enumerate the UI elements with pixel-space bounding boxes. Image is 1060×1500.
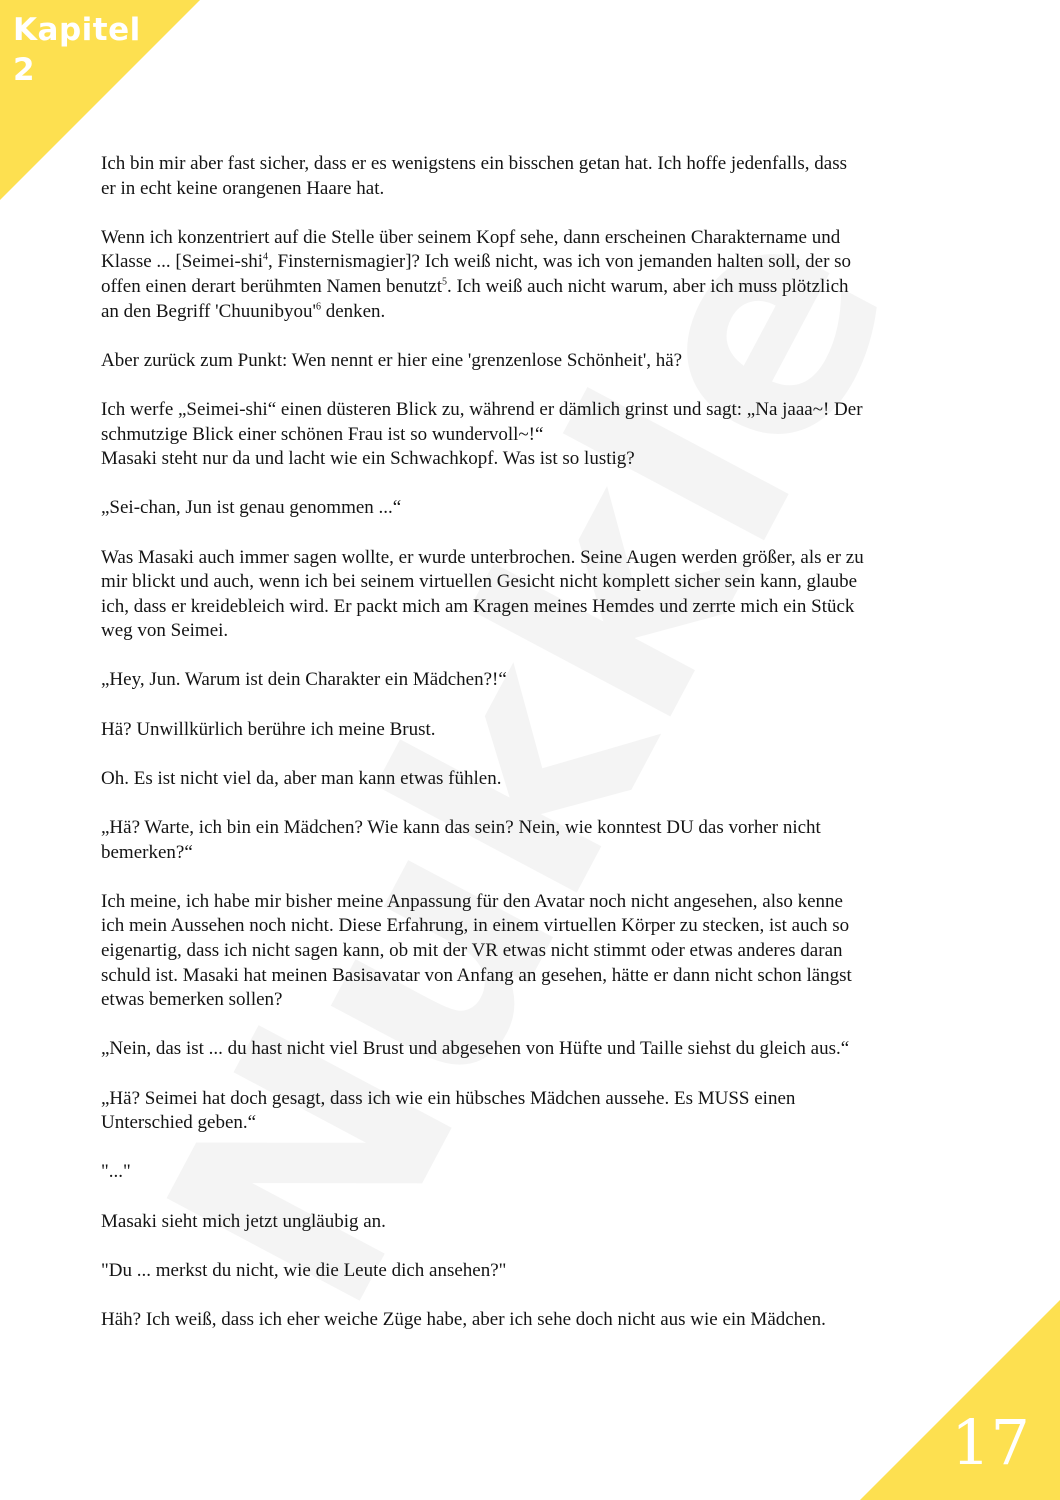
paragraph: „Hey, Jun. Warum ist dein Charakter ein Mädchen?!“ [101, 669, 507, 691]
paragraph: „Hä? Warte, ich bin ein Mädchen? Wie kann das sein? Nein, wie konntest DU das vorher nicht bemerken?“ [101, 817, 821, 863]
chapter-number: 2 [13, 52, 36, 88]
body-text [101, 152, 971, 1357]
page-number: 17 [951, 1406, 1030, 1479]
paragraph: Aber zurück zum Punkt: Wen nennt er hier eine 'grenzenlose Schönheit', hä? [101, 349, 683, 371]
paragraph: Oh. Es ist nicht viel da, aber man kann etwas fühlen. [101, 767, 502, 789]
paragraph: Ich werfe „Seimei-shi“ einen düsteren Blick zu, während er dämlich grinst und sagt: „Na jaaa~! Der schmutzige Blick einer schönen Frau ist so wundervoll~!“ Masaki steht nur da und lacht wie ein Schwachkopf. Was ist so lustig? [101, 398, 863, 470]
paragraph: Hä? Unwillkürlich berühre ich meine Brust. [101, 718, 436, 740]
paragraph: "Du ... merkst du nicht, wie die Leute dich ansehen?" [101, 1259, 507, 1281]
chapter-word: Kapitel [13, 12, 141, 48]
paragraph: „Nein, das ist ... du hast nicht viel Brust und abgesehen von Hüfte und Taille siehst du gleich aus.“ [101, 1038, 850, 1060]
chapter-label [13, 10, 141, 90]
footnote-ref[interactable]: 6 [315, 301, 321, 313]
paragraph: Ich bin mir aber fast sicher, dass er es wenigstens ein bisschen getan hat. Ich hoffe jedenfalls, dass er in echt keine orangenen Haare hat. [101, 153, 847, 199]
paragraph: Wenn ich konzentriert auf die Stelle über seinem Kopf sehe, dann erscheinen Charaktername und Klasse ... [Seimei-shi$^4$, Finsternismagier]? Ich weiß nicht, was ich von jemanden halten soll, der so offen einen derart berühmten Namen benutzt$^5$. Ich weiß auch nicht warum, aber ich muss plötzlich an den Begriff '$Chuunibyou'^6$ denken. [101, 226, 852, 322]
paragraph: "..." [101, 1161, 131, 1183]
footnote-ref[interactable]: 5 [441, 276, 447, 288]
paragraph: Häh? Ich weiß, dass ich eher weiche Züge habe, aber ich sehe doch nicht aus wie ein Mädchen. [101, 1308, 826, 1330]
footnote-ref[interactable]: 4 [263, 252, 269, 264]
paragraph: Ich meine, ich habe mir bisher meine Anpassung für den Avatar noch nicht angesehen, also kenne ich mein Aussehen noch nicht. Diese Erfahrung, in einem virtuellen Körper zu stecken, ist auch so eigenartig, dass ich nicht sagen kann, ob mit der VR etwas nicht stimmt oder etwas anderes daran schuld ist. Masaki hat meinen Basisavatar von Anfang an gesehen, hätte er dann nicht schon längst etwas bemerken sollen? [101, 890, 852, 1011]
paragraph: „Sei-chan, Jun ist genau genommen ...“ [101, 497, 402, 519]
paragraph: Masaki sieht mich jetzt ungläubig an. [101, 1210, 386, 1232]
paragraph: „Hä? Seimei hat doch gesagt, dass ich wie ein hübsches Mädchen aussehe. Es MUSS einen Unterschied geben.“ [101, 1087, 796, 1134]
paragraph: Was Masaki auch immer sagen wollte, er wurde unterbrochen. Seine Augen werden größer, als er zu mir blickt und auch, wenn ich bei seinem virtuellen Gesicht nicht komplett sicher sein kann, glaube ich, dass er kreidebleich wird. Er packt mich am Kragen meines Hemdes und zerrte mich ein Stück weg von Seimei. [101, 546, 864, 642]
